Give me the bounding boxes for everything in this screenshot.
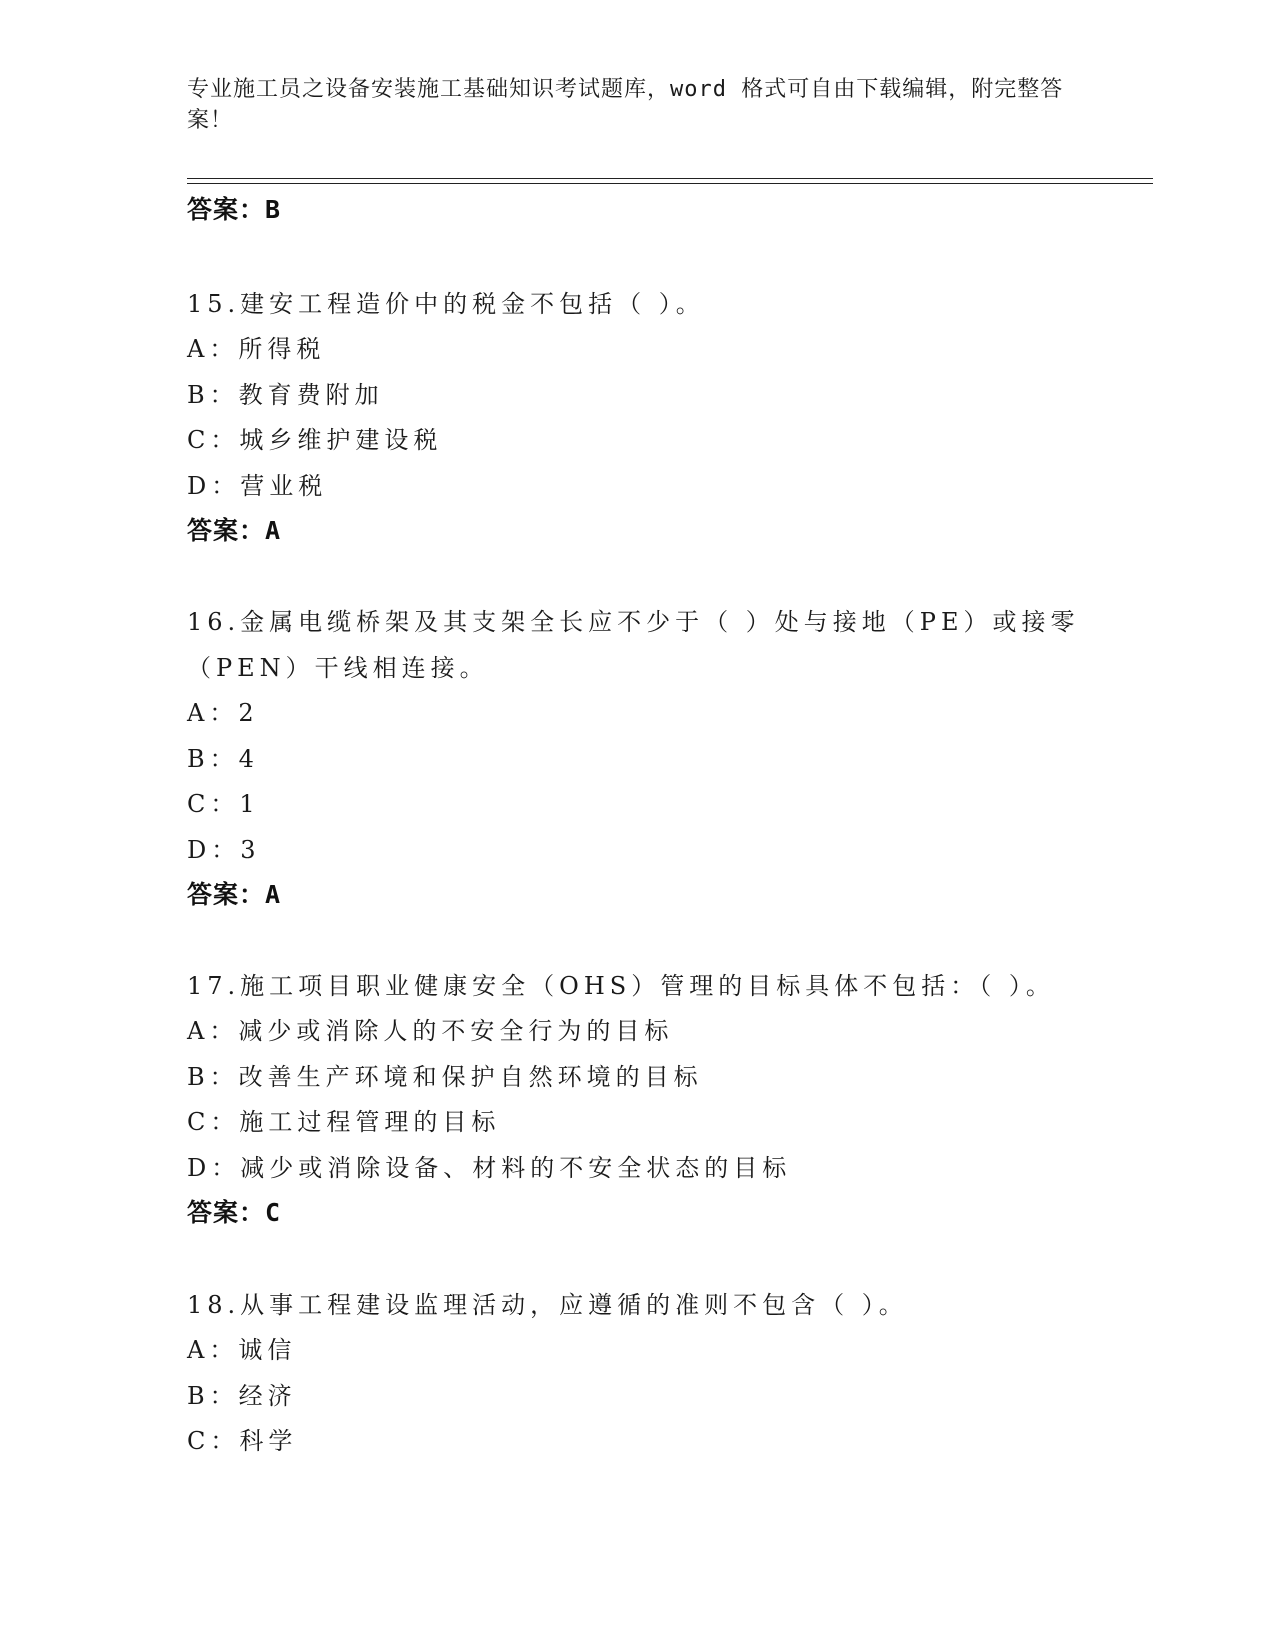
option-a: A：所得税 [187, 335, 326, 363]
header-rule-top [187, 178, 1153, 179]
option-a: A：减少或消除人的不安全行为的目标 [187, 1017, 674, 1045]
question-18 [187, 1282, 1087, 1465]
question-stem: 17.施工项目职业健康安全（OHS）管理的目标具体不包括：（ ）。 [187, 972, 1055, 1000]
option-b: B：经济 [187, 1381, 297, 1410]
option-c: C：1 [187, 790, 260, 818]
option-c: C：科学 [187, 1427, 298, 1455]
option-c: C：城乡维护建设税 [187, 426, 443, 454]
question-16 [187, 599, 1087, 917]
question-stem: 15.建安工程造价中的税金不包括（ ）。 [187, 290, 705, 318]
document-header: 专业施工员之设备安装施工基础知识考试题库，word 格式可自由下载编辑，附完整答案！ [187, 77, 1064, 133]
header-rule-bottom [187, 183, 1153, 184]
option-b: B：4 [187, 744, 259, 773]
option-b: B：教育费附加 [187, 380, 384, 409]
question-stem: 16.金属电缆桥架及其支架全长应不少于（ ）处与接地（PE）或接零 [187, 608, 1080, 636]
option-d: D：3 [187, 835, 261, 864]
answer-label: 答案：A [187, 516, 282, 545]
option-a: A：诚信 [187, 1336, 297, 1364]
answer-label: 答案：A [187, 880, 282, 909]
question-stem: 18.从事工程建设监理活动，应遵循的准则不包含（ ）。 [187, 1291, 908, 1319]
answer-label: 答案：B [187, 195, 282, 224]
option-d: D：减少或消除设备、材料的不安全状态的目标 [187, 1153, 792, 1182]
previous-answer-block [187, 188, 1087, 232]
option-a: A：2 [187, 699, 259, 727]
option-b: B：改善生产环境和保护自然环境的目标 [187, 1062, 703, 1091]
question-15 [187, 281, 1087, 553]
question-stem-continued: （PEN）干线相连接。 [187, 654, 489, 682]
option-c: C：施工过程管理的目标 [187, 1108, 501, 1136]
answer-label: 答案：C [187, 1198, 282, 1227]
question-17 [187, 963, 1087, 1235]
option-d: D：营业税 [187, 471, 328, 500]
